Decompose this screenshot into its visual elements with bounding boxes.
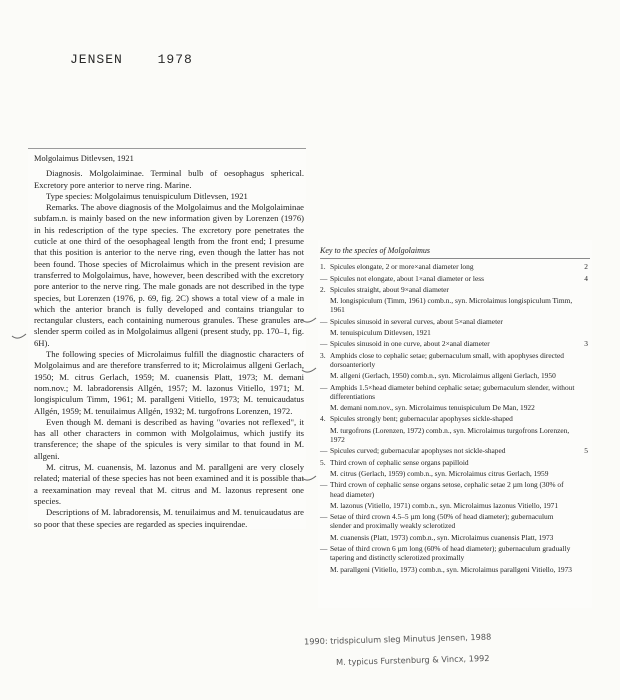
- key-entry: [320, 296, 590, 315]
- key-entry-text: Amphids close to cephalic setae; gubernaculum small, with apophyses directed dorsoanteriorly: [330, 350, 564, 369]
- key-entry: [320, 501, 590, 510]
- key-entry-text: M. longispiculum (Timm, 1961) comb.n., syn. Microlaimus longispiculum Timm, 1961: [330, 296, 573, 315]
- key-entry-text: M. turgofrons (Lorenzen, 1972) comb.n., syn. Microlaimus turgofrons Lorenzen, 1972: [330, 425, 570, 445]
- key-entry-marker: —: [320, 273, 328, 283]
- genus-heading: Molgolaimus Ditlevsen, 1921: [34, 154, 134, 163]
- key-entry-text: Spicules sinusoid in one curve, about 2×anal diameter: [330, 339, 490, 349]
- page-header: [70, 52, 219, 67]
- inquirendae-paragraph: Descriptions of M. labradorensis, M. tenuilaimus and M. tenuicaudatus are so poor that these species are regarded as species inquirendae.: [34, 507, 304, 529]
- handwritten-note-line-1: 1990: tridspiculum sleg Minutus Jensen, 1988: [303, 631, 492, 647]
- key-entry: [320, 274, 590, 283]
- key-entry: [320, 565, 590, 574]
- key-entry-goto: 5: [584, 446, 588, 456]
- handwritten-note-line-2: M. typicus Furstenburg & Vincx, 1992: [335, 652, 490, 668]
- key-entry-goto: 2: [584, 262, 588, 272]
- key-entry-text: M. tenuispiculum Ditlevsen, 1921: [330, 328, 431, 338]
- key-entry-text: Setae of third crown 4.5–5 µm long (50% of head diameter); gubernaculum slender and proximally weakly sclerotized: [330, 512, 554, 531]
- key-entry: [320, 426, 590, 445]
- key-entry-marker: —: [320, 512, 328, 522]
- key-entry: [320, 458, 590, 467]
- key-entry-text: Spicules not elongate, about 1×anal diameter or less: [330, 273, 484, 283]
- key-entry-text: M. lazonus (Vitiello, 1971) comb.n., syn. Microlaimus lazonus Vitiello, 1971: [330, 500, 559, 510]
- key-entry-goto: 4: [584, 273, 588, 283]
- key-entry-text: M. parallgeni (Vitiello, 1973) comb.n., syn. Microlaimus parallgeni Vitiello, 1973: [330, 564, 573, 574]
- key-entry: [320, 544, 590, 563]
- key-entry-text: Third crown of cephalic sense organs papilloid: [330, 457, 469, 467]
- key-entry-marker: 1.: [320, 262, 326, 272]
- remarks-paragraph: Remarks. The above diagnosis of the Molgolaimus and the Molgolaiminae subfam.n. is mainly based on the new information given by Lorenzen (1976) in his redescription of the type species. The excretory pore penetrates the cuticle at one third of the oesophageal length from the front end; I presume that this position is anterior to the nerve ring, even though the latter has not been found. Those species of Microlaimus which in the present revision are transferred to Molgolaimus, have, however, been described with the excretory pore anterior to the nerve ring. The male gonads are not described in the type species, but Lorenzen (1976, p. 69, fig. 2C) shows a total view of a male in which the anterior branch is fully developed and contains triangular to rectangular clusters, each containing numerous granules. These granules are slender sperm coiled as in Molgolaimus allgeni (present study, pp. 170–1, fig. 6H).: [34, 202, 304, 348]
- key-entry-text: Third crown of cephalic sense organs setose, cephalic setae 2 µm long (30% of head diameter): [330, 480, 564, 499]
- key-entry-marker: —: [320, 382, 328, 392]
- key-entry: [320, 480, 590, 499]
- margin-mark-icon: [10, 328, 30, 348]
- left-clipping: [28, 148, 306, 529]
- key-entry-marker: 2.: [320, 284, 326, 294]
- type-species-paragraph: Type species: Molgolaimus tenuispiculum Ditlevsen, 1921: [46, 190, 248, 201]
- diagnosis-paragraph: Diagnosis. Molgolaiminae. Terminal bulb of oesophagus spherical. Excretory pore anterior to nerve ring. Marine.: [34, 168, 304, 190]
- identification-key: [320, 246, 590, 576]
- key-entry: [320, 328, 590, 337]
- header-author: JENSEN: [70, 52, 123, 67]
- margin-mark-icon: [300, 362, 320, 382]
- key-entry-text: M. cuanensis (Platt, 1973) comb.n., syn. Microlaimus cuanensis Platt, 1973: [330, 532, 554, 542]
- key-entry: [320, 512, 590, 531]
- key-entry: [320, 403, 590, 412]
- key-entry: [320, 262, 590, 271]
- key-entry-marker: 4.: [320, 414, 326, 424]
- right-clipping: [318, 240, 592, 608]
- key-entry-marker: —: [320, 446, 328, 456]
- key-entry-marker: —: [320, 480, 328, 490]
- key-entry: [320, 414, 590, 423]
- key-entries: [320, 262, 590, 574]
- key-entry-text: M. demani nom.nov., syn. Microlaimus tenuispiculum De Man, 1922: [330, 403, 535, 413]
- key-entry: [320, 285, 590, 294]
- left-text: [34, 153, 304, 530]
- key-entry-text: Spicules sinusoid in several curves, about 5×anal diameter: [330, 316, 503, 326]
- key-entry: [320, 371, 590, 380]
- key-entry: [320, 469, 590, 478]
- margin-mark-icon: [300, 312, 320, 332]
- demani-paragraph: Even though M. demani is described as having "ovaries not reflexed", it has all other characters in common with Molgolaimus, which justify its transference; the shape of the spicules is very similar to that found in M. allgeni.: [34, 416, 304, 461]
- key-entry-text: Setae of third crown 6 µm long (60% of head diameter); gubernaculum gradually tapering and distinctly sclerotized proximally: [330, 544, 571, 563]
- key-title: Key to the species of Molgolaimus: [320, 246, 590, 259]
- key-entry: [320, 446, 590, 455]
- key-entry-text: Spicules elongate, 2 or more×anal diameter long: [330, 262, 474, 272]
- key-entry-marker: —: [320, 316, 328, 326]
- related-species-paragraph: M. citrus, M. cuanensis, M. lazonus and M. parallgeni are very closely related; material of these species has not been examined and it is possible that a reexamination may reveal that M. citrus and M. lazonus represent one species.: [34, 462, 304, 506]
- key-entry: [320, 533, 590, 542]
- key-entry-text: Spicules strongly bent; gubernacular apophyses sickle-shaped: [330, 414, 513, 424]
- following-species-paragraph: The following species of Microlaimus fulfill the diagnostic characters of Molgolaimus and are therefore transferred to it; Microlaimus allgeni Gerlach, 1950; M. citrus Gerlach, 1959; M. cuanensis Platt, 1973; M. demani nom.nov.; M. labradorensis Allgén, 1957; M. lazonus Vitiello, 1971; M. longispiculum Timm, 1961; M. parallgeni Vitiello, 1973; M. tenuicaudatus Allgén, 1959; M. tenuilaimus Allgén, 1932; M. turgofrons Lorenzen, 1972.: [34, 349, 304, 416]
- key-entry: [320, 351, 590, 370]
- key-entry-text: Spicules curved; gubernacular apophyses not sickle-shaped: [330, 446, 506, 456]
- key-entry-marker: 3.: [320, 350, 326, 360]
- key-entry: [320, 317, 590, 326]
- header-year: 1978: [157, 52, 193, 67]
- key-entry-goto: 3: [584, 339, 588, 349]
- key-entry-text: M. citrus (Gerlach, 1959) comb.n., syn. Microlaimus citrus Gerlach, 1959: [330, 468, 549, 478]
- key-entry-text: Spicules straight, about 9×anal diameter: [330, 284, 449, 294]
- key-entry-marker: —: [320, 339, 328, 349]
- key-entry-marker: —: [320, 544, 328, 554]
- key-entry: [320, 339, 590, 348]
- key-entry-text: Amphids 1.5×head diameter behind cephalic setae; gubernaculum slender, without differentiations: [330, 382, 575, 401]
- key-entry-marker: 5.: [320, 457, 326, 467]
- key-entry: [320, 383, 590, 402]
- key-entry-text: M. allgeni (Gerlach, 1950) comb.n., syn. Microlaimus allgeni Gerlach, 1950: [330, 371, 556, 381]
- margin-mark-icon: [300, 470, 320, 490]
